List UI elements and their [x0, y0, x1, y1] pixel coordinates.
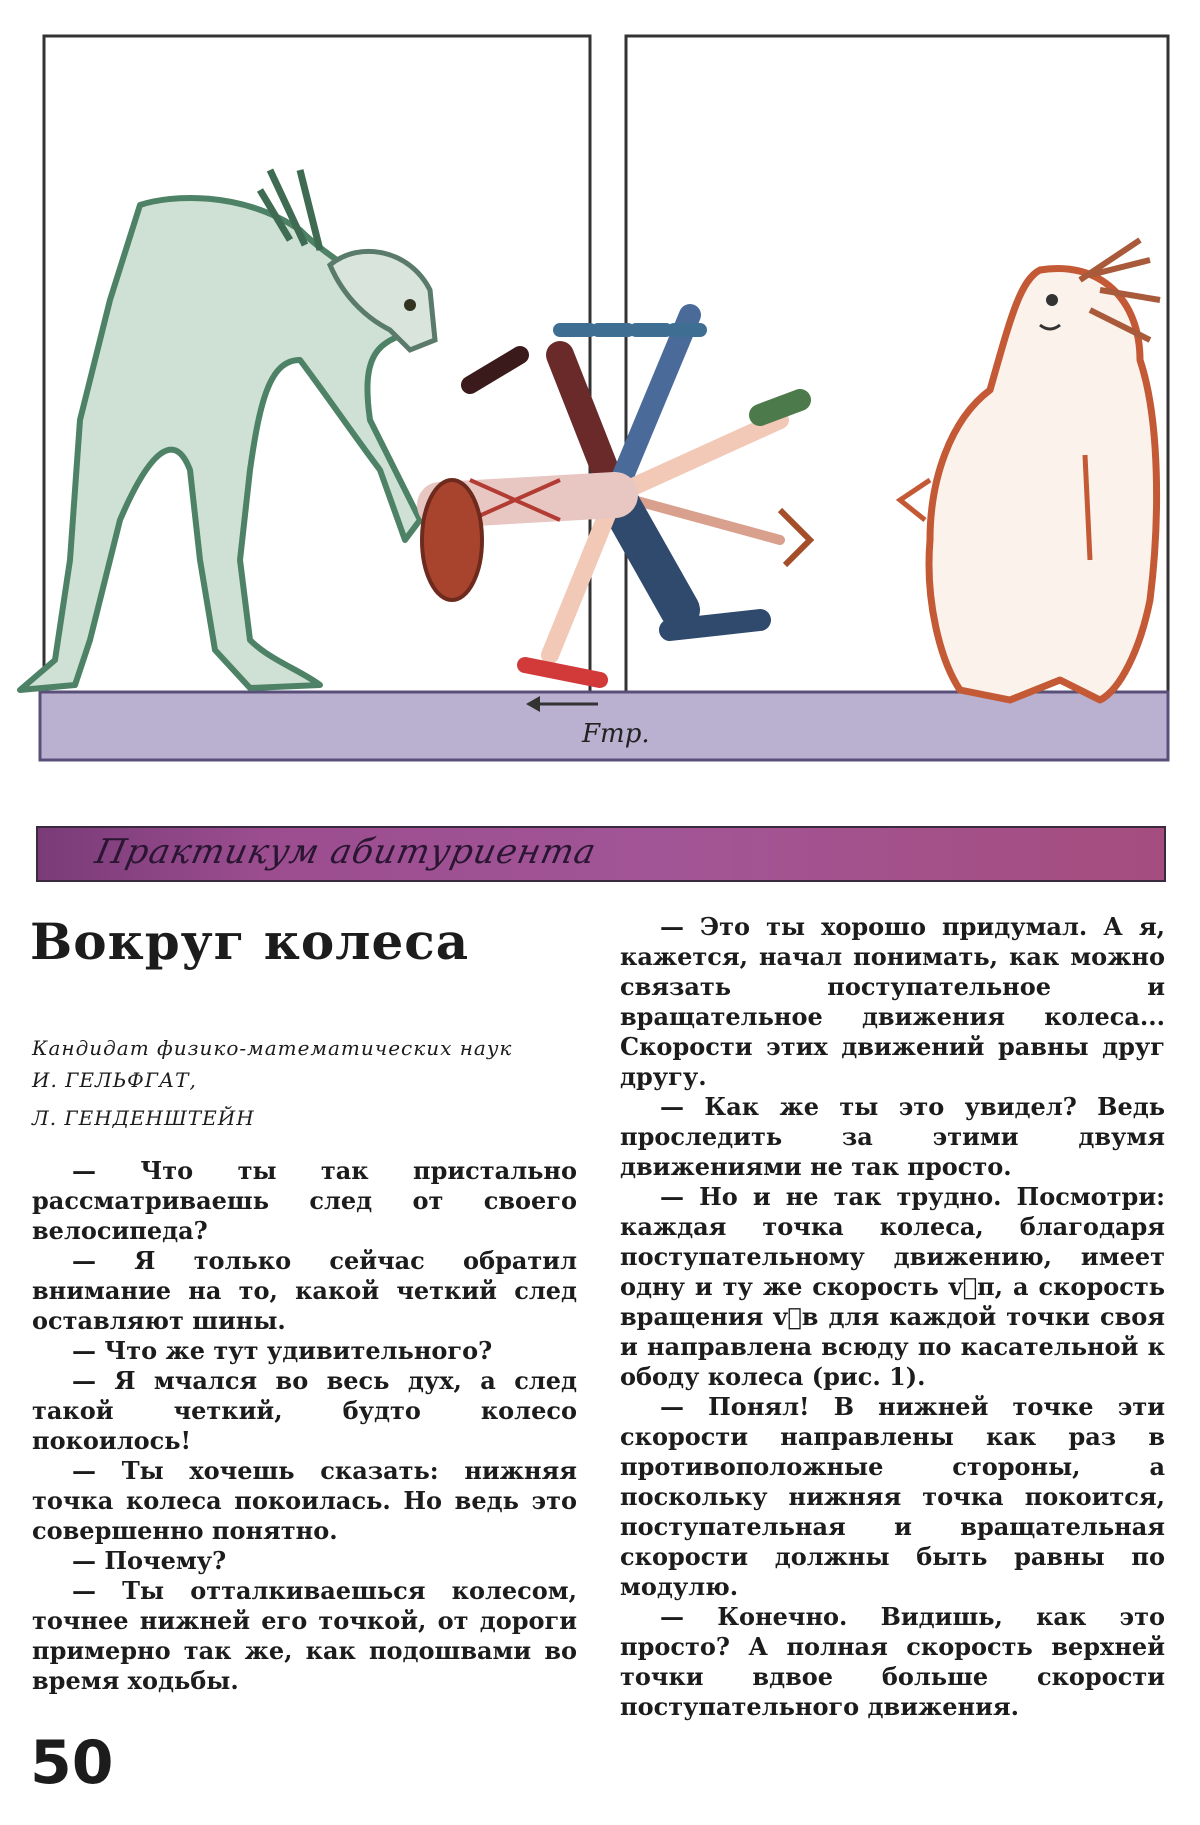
paragraph: — Я мчался во весь дух, а след такой четкий, будто колесо покоилось! [32, 1366, 577, 1455]
author-name-1: И. ГЕЛЬФГАТ, [32, 1068, 197, 1092]
green-figure [20, 170, 435, 690]
paragraph: — Это ты хорошо придумал. А я, кажется, начал понимать, как можно связать поступательное и вращательное движения колеса... Скорости этих движений равны друг другу. [620, 912, 1165, 1091]
paragraph: — Конечно. Видишь, как это просто? А полная скорость верхней точки вдвое больше скорости поступательного движения. [620, 1602, 1165, 1721]
white-round-figure [900, 240, 1160, 700]
section-band [36, 826, 1166, 882]
page-number: 50 [30, 1728, 114, 1798]
section-label: Практикум абитуриента [91, 832, 600, 872]
paragraph: — Что ты так пристально рассматриваешь след от своего велосипеда? [32, 1156, 577, 1245]
author-name-2: Л. ГЕНДЕНШТЕЙН [32, 1106, 255, 1130]
paragraph: — Ты хочешь сказать: нижняя точка колеса покоилась. Но ведь это совершенно понятно. [32, 1456, 577, 1545]
paragraph: — Я только сейчас обратил внимание на то, какой четкий след оставляют шины. [32, 1246, 577, 1335]
right-text-column [620, 912, 1165, 1722]
paragraph: — Как же ты это увидел? Ведь проследить за этими двумя движениями не так просто. [620, 1092, 1165, 1181]
paragraph: — Что же тут удивительного? [72, 1336, 493, 1365]
paragraph: — Но и не так трудно. Посмотри: каждая точка колеса, благодаря поступательному движению, имеет одну и ту же скорость v⃗п, а скорость вращения v⃗в для каждой точки своя и направлена всюду по касательной к ободу колеса (рис. 1). [620, 1182, 1165, 1391]
author-degree: Кандидат физико-математических наук [32, 1036, 513, 1060]
cartoon-illustration [0, 0, 1200, 780]
article-title: Вокруг колеса [30, 912, 470, 971]
friction-label: Fтр. [582, 719, 650, 749]
wheel-of-legs [422, 315, 810, 680]
paragraph: — Почему? [72, 1546, 227, 1575]
paragraph: — Ты отталкиваешься колесом, точнее нижней его точкой, от дороги примерно так же, как подошвами во время ходьбы. [32, 1576, 577, 1695]
left-text-column [32, 1156, 577, 1696]
paragraph: — Понял! В нижней точке эти скорости направлены как раз в противоположные стороны, а поскольку нижняя точка покоится, поступательная и вращательная скорости должны быть равны по модулю. [620, 1392, 1165, 1601]
